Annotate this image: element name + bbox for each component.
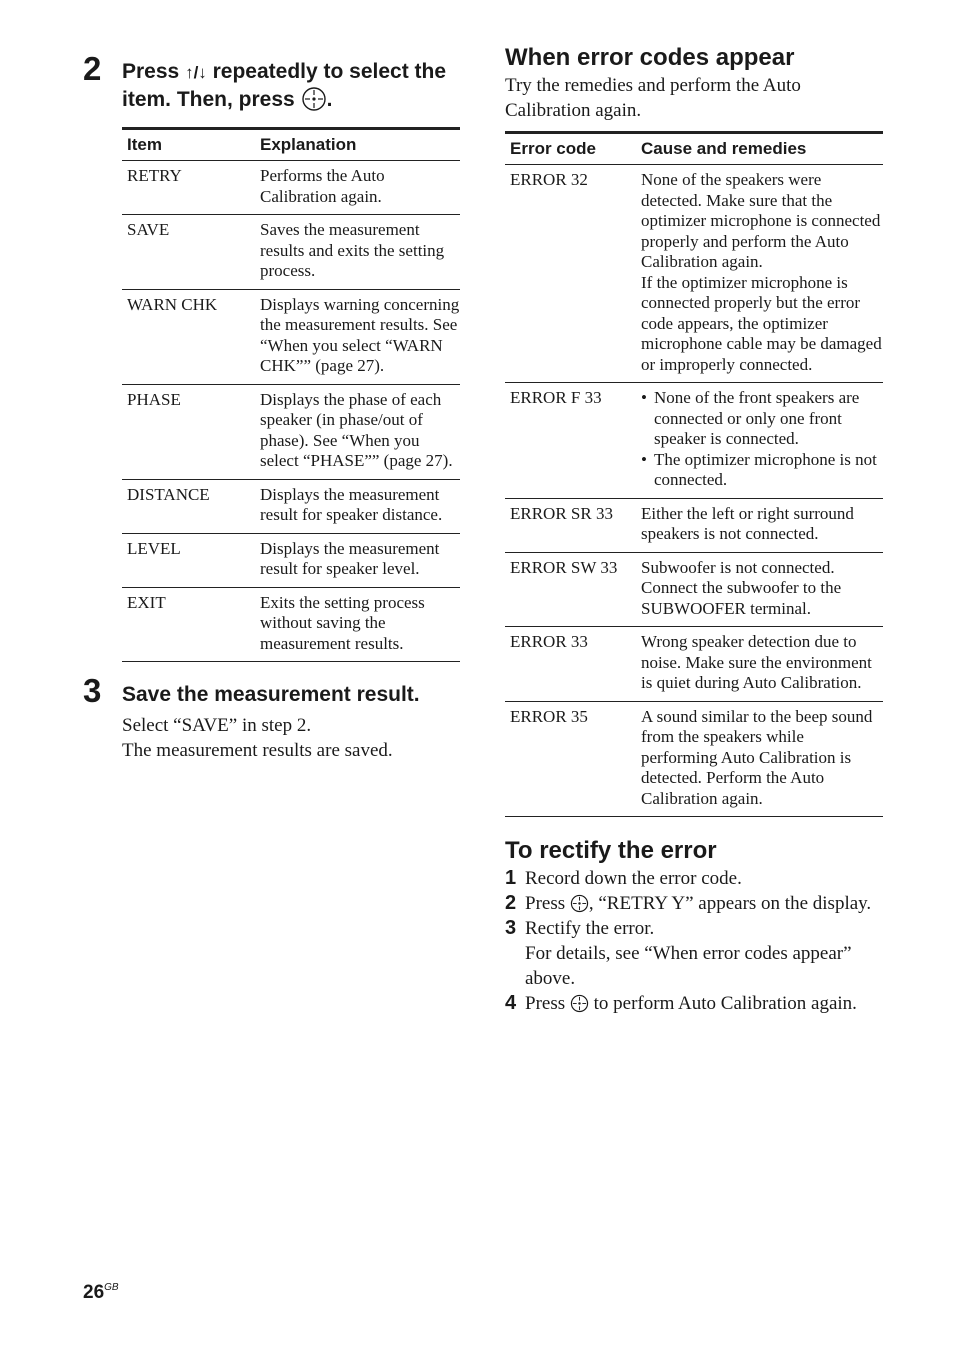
step-detail: For details, see “When error codes appear” above. [525,943,852,989]
table-header-cause: Cause and remedies [641,139,807,158]
remedy-text: Wrong speaker detection due to noise. Make sure the environment is quiet during Auto Calibration. [641,632,872,692]
table-row [122,384,460,479]
enter-button-icon [301,86,327,112]
rectify-step-2 [505,891,883,916]
remedy-text-extra: If the optimizer microphone is connected properly but the error code appears, the optimizer microphone cable may be damaged or improperly connected. [641,272,882,374]
rectify-step-3 [505,916,883,991]
error-code-cell: ERROR SR 33 [505,498,636,552]
remedy-text: None of the speakers were detected. Make sure that the optimizer microphone is connected properly and perform the Auto Calibration again. [641,170,881,271]
page-number-value: 26 [83,1282,105,1303]
remedy-text: Either the left or right surround speakers is not connected. [641,503,854,543]
list-item: • None of the front speakers are connected or only one front speaker is connected. [641,388,883,450]
error-code-cell: ERROR 35 [505,701,636,817]
page-number [83,1282,119,1304]
item-name-cell: DISTANCE [122,479,255,533]
error-remedy-cell [636,498,883,552]
step-text: Record down the error code. [525,868,742,889]
table-row [505,627,883,702]
item-name-cell: EXIT [122,587,255,662]
table-row [505,498,883,552]
table-header-explanation: Explanation [260,135,357,154]
table-row [505,383,883,499]
item-explanation-table [122,127,460,662]
step-2-section [122,58,460,662]
step-number: 4 [505,992,517,1014]
table-header-item: Item [127,135,162,154]
rectify-step-4 [505,991,883,1016]
step-2-heading-end: . [326,88,333,111]
step-2-heading-text-2: repeatedly to select the item. Then, press [122,60,447,111]
error-remedy-cell [636,627,883,702]
table-row [505,701,883,817]
error-code-cell: ERROR SW 33 [505,552,636,627]
table-row [505,552,883,627]
step-3-heading: Save the measurement result. [122,683,420,706]
step-3-number: 3 [83,672,102,709]
rectify-steps [505,866,883,1016]
enter-button-icon [570,994,589,1013]
step-text-after: , “RETRY Y” appears on the display. [588,893,872,914]
item-name-cell: WARN CHK [122,289,255,384]
rectify-title: To rectify the error [505,837,717,864]
step-number: 1 [505,867,517,889]
step-number: 3 [505,917,517,939]
item-name-cell: PHASE [122,384,255,479]
step-3-line-1: Select “SAVE” in step 2. [122,715,312,736]
table-row [122,161,460,215]
error-codes-section [505,43,883,817]
item-explanation-cell: Saves the measurement results and exits the setting process. [255,215,460,290]
remedy-bullet-list [641,388,883,491]
item-explanation-cell: Exits the setting process without saving the measurement results. [255,587,460,662]
up-down-arrows-icon: ↑/↓ [185,63,207,82]
step-2-number: 2 [83,50,102,87]
item-explanation-cell: Displays warning concerning the measurement results. See “When you select “WARN CHK”” (page 27). [255,289,460,384]
table-row [122,479,460,533]
item-explanation-cell: Displays the phase of each speaker (in phase/out of phase). See “When you select “PHASE”” (page 27). [255,384,460,479]
table-row [122,289,460,384]
remedy-text: A sound similar to the beep sound from the speakers while performing Auto Calibration is detected. Perform the Auto Calibration again. [641,706,873,808]
step-text-after: to perform Auto Calibration again. [588,993,857,1014]
rectify-section [505,836,883,1016]
step-text: Rectify the error. [525,918,655,939]
list-item: • The optimizer microphone is not connected. [641,450,883,491]
enter-button-icon [570,894,589,913]
error-remedy-cell [636,552,883,627]
step-2-heading [122,58,460,113]
table-row [122,533,460,587]
error-code-cell: ERROR F 33 [505,383,636,499]
item-name-cell: SAVE [122,215,255,290]
step-3-line-2: The measurement results are saved. [122,740,393,761]
step-3-section [122,681,460,763]
page-number-suffix: GB [104,1282,119,1293]
step-text: Press [525,993,570,1014]
step-text: Press [525,893,570,914]
table-row [122,587,460,662]
rectify-step-1 [505,866,883,891]
error-remedy-cell [636,165,883,383]
error-codes-title: When error codes appear [505,44,795,71]
item-explanation-cell: Displays the measurement result for speaker distance. [255,479,460,533]
table-row [122,215,460,290]
item-name-cell: LEVEL [122,533,255,587]
table-row [505,165,883,383]
step-2-heading-text-1: Press [122,60,186,83]
item-explanation-cell: Performs the Auto Calibration again. [255,161,460,215]
error-codes-table [505,131,883,817]
error-code-cell: ERROR 33 [505,627,636,702]
table-header-error-code: Error code [510,139,596,158]
item-name-cell: RETRY [122,161,255,215]
step-number: 2 [505,892,517,914]
error-remedy-cell [636,383,883,499]
remedy-text: Subwoofer is not connected. Connect the subwoofer to the SUBWOOFER terminal. [641,557,842,618]
item-explanation-cell: Displays the measurement result for speaker level. [255,533,460,587]
error-remedy-cell [636,701,883,817]
error-codes-intro: Try the remedies and perform the Auto Calibration again. [505,75,801,121]
error-code-cell: ERROR 32 [505,165,636,383]
